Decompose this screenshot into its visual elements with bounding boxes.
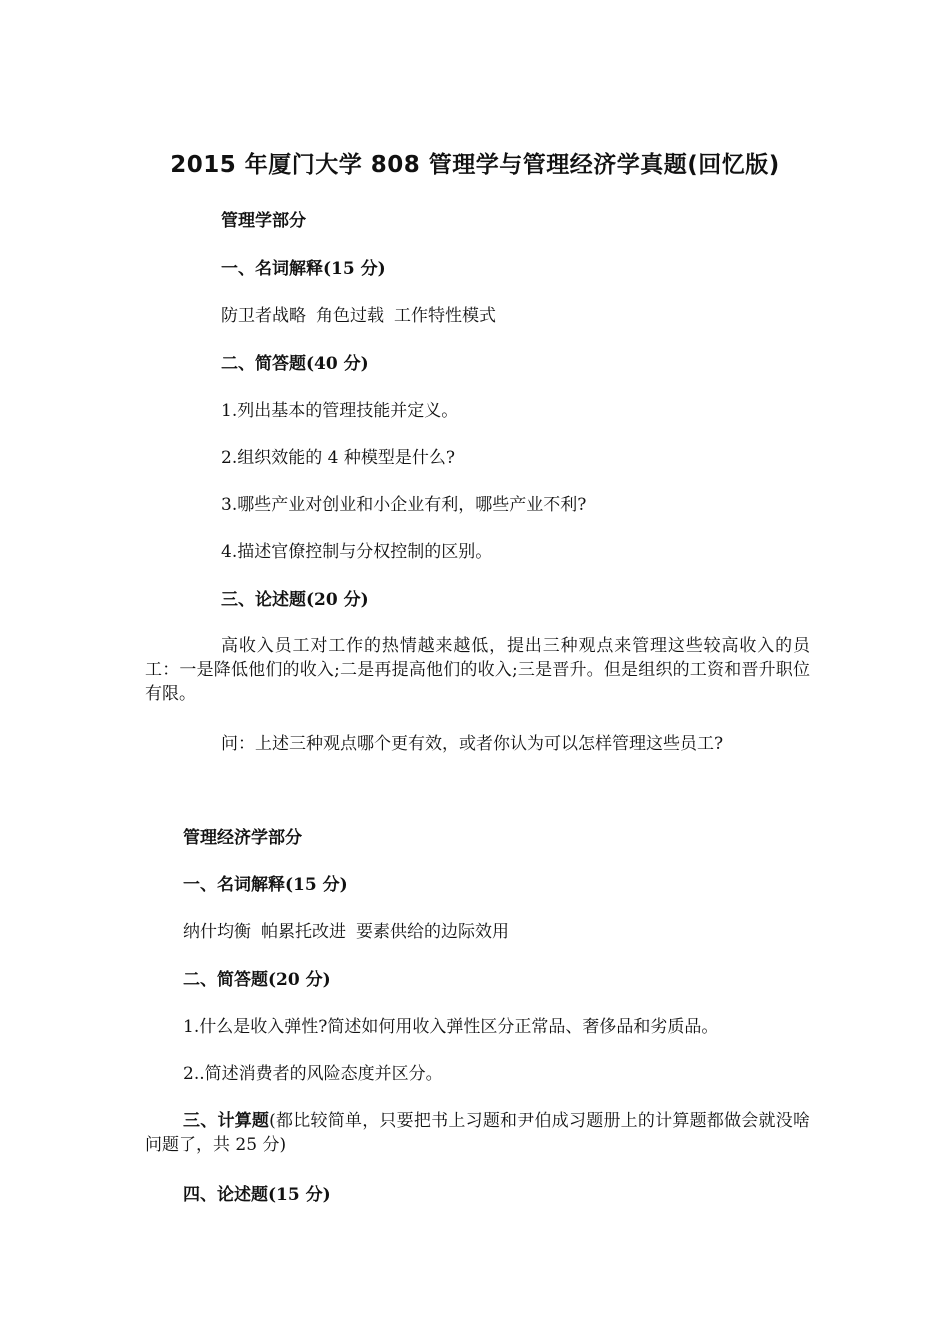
economics-heading: 管理经济学部分 (183, 828, 302, 848)
mgmt-question: 1.列出基本的管理技能并定义。 (221, 401, 459, 421)
mgmt-case-question: 问：上述三种观点哪个更有效，或者你认为可以怎样管理这些员工? (221, 734, 724, 754)
mgmt-term: 角色过载 (316, 306, 384, 326)
mgmt-section1-title: 一、名词解释(15 分) (221, 259, 386, 279)
econ-term: 要素供给的边际效用 (356, 922, 509, 942)
mgmt-section3-title: 三、论述题(20 分) (221, 590, 369, 610)
econ-section3 (145, 1109, 810, 1157)
econ-term: 纳什均衡 (183, 922, 251, 942)
econ-section1-title: 一、名词解释(15 分) (183, 875, 348, 895)
management-heading: 管理学部分 (221, 211, 306, 231)
document-title: 2015 年厦门大学 808 管理学与管理经济学真题(回忆版) (170, 152, 780, 178)
econ-section2-title: 二、简答题(20 分) (183, 970, 331, 990)
mgmt-section2-title: 二、简答题(40 分) (221, 354, 369, 374)
econ-term: 帕累托改进 (261, 922, 346, 942)
mgmt-case-paragraph: 高收入员工对工作的热情越来越低，提出三种观点来管理这些较高收入的员工：一是降低他们的收入;二是再提高他们的收入;三是晋升。但是组织的工资和晋升职位有限。 (145, 636, 810, 704)
econ-section3-title: 三、计算题 (183, 1111, 270, 1131)
mgmt-question: 3.哪些产业对创业和小企业有利，哪些产业不利? (221, 495, 587, 515)
econ-terms (183, 920, 509, 944)
econ-question: 1.什么是收入弹性?简述如何用收入弹性区分正常品、奢侈品和劣质品。 (183, 1017, 719, 1037)
econ-question: 2..简述消费者的风险态度并区分。 (183, 1064, 443, 1084)
mgmt-question: 4.描述官僚控制与分权控制的区别。 (221, 542, 493, 562)
mgmt-terms (221, 304, 496, 328)
mgmt-term: 防卫者战略 (221, 306, 306, 326)
mgmt-term: 工作特性模式 (394, 306, 496, 326)
mgmt-question: 2.组织效能的 4 种模型是什么? (221, 448, 455, 468)
econ-section3-note: (都比较简单，只要把书上习题和尹伯成习题册上的计算题都做会就没啥问题了，共 25 分) (145, 1111, 811, 1155)
econ-section4-title: 四、论述题(15 分) (183, 1185, 331, 1205)
